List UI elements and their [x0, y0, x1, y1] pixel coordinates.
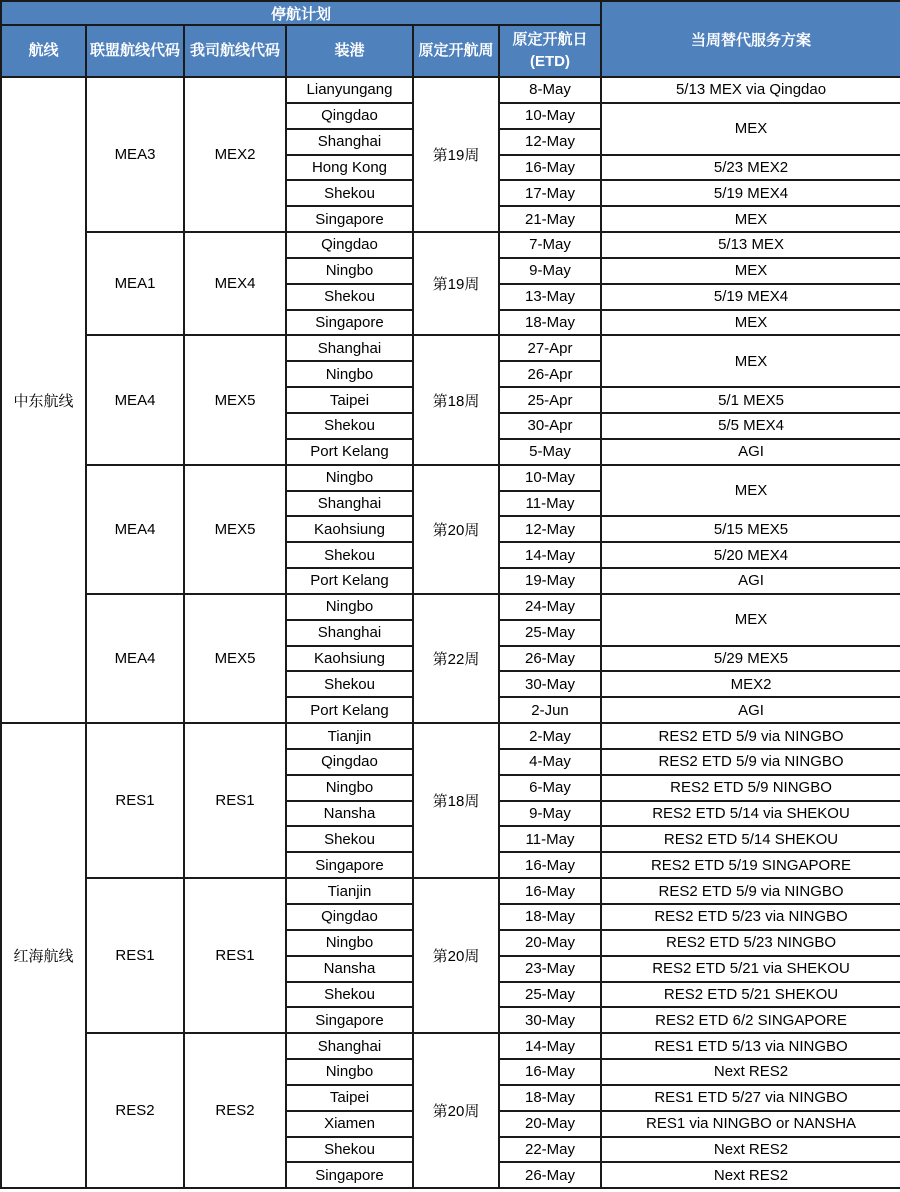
port-cell: Kaohsiung — [286, 646, 413, 672]
etd-cell: 4-May — [499, 749, 601, 775]
etd-cell: 17-May — [499, 180, 601, 206]
table-row — [1, 77, 900, 103]
port-cell: Qingdao — [286, 904, 413, 930]
port-cell: Port Kelang — [286, 439, 413, 465]
etd-cell: 26-Apr — [499, 361, 601, 387]
port-cell: Shanghai — [286, 620, 413, 646]
column-header-etd — [499, 25, 601, 77]
alliance-code-cell: MEA3 — [86, 77, 184, 232]
port-cell: Ningbo — [286, 465, 413, 491]
etd-cell: 12-May — [499, 516, 601, 542]
port-cell: Singapore — [286, 310, 413, 336]
etd-cell: 5-May — [499, 439, 601, 465]
column-header-alliance-code: 联盟航线代码 — [86, 25, 184, 77]
port-cell: Shekou — [286, 413, 413, 439]
etd-cell: 25-May — [499, 982, 601, 1008]
etd-cell: 12-May — [499, 129, 601, 155]
company-code-cell: MEX5 — [184, 594, 286, 723]
service-cell: RES2 ETD 5/9 via NINGBO — [601, 723, 900, 749]
port-cell: Qingdao — [286, 103, 413, 129]
alliance-code-cell: MEA4 — [86, 594, 184, 723]
port-cell: Tianjin — [286, 878, 413, 904]
etd-cell: 22-May — [499, 1137, 601, 1163]
service-cell: RES2 ETD 5/19 SINGAPORE — [601, 852, 900, 878]
etd-cell: 9-May — [499, 258, 601, 284]
port-cell: Shanghai — [286, 129, 413, 155]
service-cell: MEX — [601, 258, 900, 284]
service-cell: RES2 ETD 6/2 SINGAPORE — [601, 1007, 900, 1033]
alliance-code-cell: MEA4 — [86, 335, 184, 464]
table-row — [1, 723, 900, 749]
etd-cell: 9-May — [499, 801, 601, 827]
etd-cell: 14-May — [499, 1033, 601, 1059]
service-cell: RES2 ETD 5/21 via SHEKOU — [601, 956, 900, 982]
port-cell: Taipei — [286, 1085, 413, 1111]
company-code-cell: RES1 — [184, 878, 286, 1033]
service-cell: MEX2 — [601, 671, 900, 697]
service-cell: 5/19 MEX4 — [601, 284, 900, 310]
etd-cell: 18-May — [499, 904, 601, 930]
service-cell: 5/5 MEX4 — [601, 413, 900, 439]
table-row — [1, 465, 900, 491]
week-cell: 第19周 — [413, 232, 499, 335]
company-code-cell: RES2 — [184, 1033, 286, 1188]
port-cell: Nansha — [286, 956, 413, 982]
etd-cell: 8-May — [499, 77, 601, 103]
company-code-cell: MEX2 — [184, 77, 286, 232]
port-cell: Kaohsiung — [286, 516, 413, 542]
etd-cell: 26-May — [499, 1162, 601, 1188]
service-cell: RES2 ETD 5/9 via NINGBO — [601, 749, 900, 775]
column-header-route: 航线 — [1, 25, 86, 77]
etd-cell: 14-May — [499, 542, 601, 568]
service-cell: Next RES2 — [601, 1137, 900, 1163]
service-cell: RES2 ETD 5/23 NINGBO — [601, 930, 900, 956]
port-cell: Singapore — [286, 1007, 413, 1033]
port-cell: Qingdao — [286, 749, 413, 775]
company-code-cell: MEX5 — [184, 465, 286, 594]
port-cell: Qingdao — [286, 232, 413, 258]
etd-cell: 6-May — [499, 775, 601, 801]
etd-cell: 18-May — [499, 310, 601, 336]
etd-cell: 21-May — [499, 206, 601, 232]
service-cell: MEX — [601, 594, 900, 646]
column-header-etd-line2: (ETD) — [530, 53, 570, 70]
column-header-alt-service: 当周替代服务方案 — [601, 1, 900, 77]
service-cell: AGI — [601, 439, 900, 465]
port-cell: Tianjin — [286, 723, 413, 749]
column-header-load-port: 装港 — [286, 25, 413, 77]
service-cell: RES2 ETD 5/9 NINGBO — [601, 775, 900, 801]
port-cell: Hong Kong — [286, 155, 413, 181]
service-cell: RES2 ETD 5/14 SHEKOU — [601, 826, 900, 852]
week-cell: 第22周 — [413, 594, 499, 723]
table-row — [1, 594, 900, 620]
service-cell: 5/19 MEX4 — [601, 180, 900, 206]
etd-cell: 30-May — [499, 1007, 601, 1033]
company-code-cell: RES1 — [184, 723, 286, 878]
port-cell: Shekou — [286, 826, 413, 852]
etd-cell: 16-May — [499, 878, 601, 904]
port-cell: Taipei — [286, 387, 413, 413]
service-cell: AGI — [601, 568, 900, 594]
week-cell: 第18周 — [413, 723, 499, 878]
week-cell: 第20周 — [413, 465, 499, 594]
week-cell: 第20周 — [413, 1033, 499, 1188]
service-cell: RES1 via NINGBO or NANSHA — [601, 1111, 900, 1137]
service-cell: 5/1 MEX5 — [601, 387, 900, 413]
etd-cell: 27-Apr — [499, 335, 601, 361]
column-header-etd-line1: 原定开航日 — [512, 31, 588, 48]
port-cell: Lianyungang — [286, 77, 413, 103]
etd-cell: 2-May — [499, 723, 601, 749]
alliance-code-cell: MEA1 — [86, 232, 184, 335]
etd-cell: 30-Apr — [499, 413, 601, 439]
port-cell: Singapore — [286, 206, 413, 232]
service-cell: MEX — [601, 206, 900, 232]
port-cell: Xiamen — [286, 1111, 413, 1137]
port-cell: Shekou — [286, 1137, 413, 1163]
service-cell: 5/13 MEX — [601, 232, 900, 258]
route-cell: 中东航线 — [1, 77, 86, 723]
service-cell: MEX — [601, 310, 900, 336]
port-cell: Shekou — [286, 284, 413, 310]
service-cell: 5/29 MEX5 — [601, 646, 900, 672]
service-cell: RES1 ETD 5/27 via NINGBO — [601, 1085, 900, 1111]
column-header-week: 原定开航周 — [413, 25, 499, 77]
service-cell: RES2 ETD 5/9 via NINGBO — [601, 878, 900, 904]
service-cell: MEX — [601, 103, 900, 155]
week-cell: 第18周 — [413, 335, 499, 464]
table-title-row — [1, 1, 900, 25]
etd-cell: 11-May — [499, 491, 601, 517]
port-cell: Ningbo — [286, 361, 413, 387]
service-cell: Next RES2 — [601, 1059, 900, 1085]
week-cell: 第20周 — [413, 878, 499, 1033]
plan-title: 停航计划 — [1, 1, 601, 25]
etd-cell: 10-May — [499, 465, 601, 491]
service-cell: MEX — [601, 465, 900, 517]
etd-cell: 16-May — [499, 852, 601, 878]
service-cell: 5/23 MEX2 — [601, 155, 900, 181]
port-cell: Ningbo — [286, 775, 413, 801]
etd-cell: 18-May — [499, 1085, 601, 1111]
alliance-code-cell: MEA4 — [86, 465, 184, 594]
week-cell: 第19周 — [413, 77, 499, 232]
route-cell: 红海航线 — [1, 723, 86, 1188]
table-body — [1, 77, 900, 1188]
port-cell: Ningbo — [286, 1059, 413, 1085]
port-cell: Shekou — [286, 180, 413, 206]
etd-cell: 2-Jun — [499, 697, 601, 723]
etd-cell: 19-May — [499, 568, 601, 594]
etd-cell: 10-May — [499, 103, 601, 129]
etd-cell: 11-May — [499, 826, 601, 852]
service-cell: RES1 ETD 5/13 via NINGBO — [601, 1033, 900, 1059]
service-cell: 5/20 MEX4 — [601, 542, 900, 568]
table-row — [1, 1033, 900, 1059]
service-cell: RES2 ETD 5/23 via NINGBO — [601, 904, 900, 930]
etd-cell: 16-May — [499, 1059, 601, 1085]
port-cell: Port Kelang — [286, 568, 413, 594]
etd-cell: 30-May — [499, 671, 601, 697]
etd-cell: 13-May — [499, 284, 601, 310]
port-cell: Shanghai — [286, 491, 413, 517]
port-cell: Ningbo — [286, 258, 413, 284]
port-cell: Nansha — [286, 801, 413, 827]
port-cell: Shekou — [286, 542, 413, 568]
port-cell: Shekou — [286, 982, 413, 1008]
alliance-code-cell: RES1 — [86, 878, 184, 1033]
service-cell: RES2 ETD 5/14 via SHEKOU — [601, 801, 900, 827]
etd-cell: 24-May — [499, 594, 601, 620]
etd-cell: 16-May — [499, 155, 601, 181]
service-cell: MEX — [601, 335, 900, 387]
etd-cell: 26-May — [499, 646, 601, 672]
company-code-cell: MEX5 — [184, 335, 286, 464]
service-cell: Next RES2 — [601, 1162, 900, 1188]
service-cell: RES2 ETD 5/21 SHEKOU — [601, 982, 900, 1008]
etd-cell: 20-May — [499, 1111, 601, 1137]
port-cell: Ningbo — [286, 930, 413, 956]
alliance-code-cell: RES2 — [86, 1033, 184, 1188]
etd-cell: 23-May — [499, 956, 601, 982]
etd-cell: 7-May — [499, 232, 601, 258]
port-cell: Port Kelang — [286, 697, 413, 723]
port-cell: Shanghai — [286, 335, 413, 361]
company-code-cell: MEX4 — [184, 232, 286, 335]
table-row — [1, 878, 900, 904]
port-cell: Ningbo — [286, 594, 413, 620]
table-row — [1, 232, 900, 258]
column-header-company-code: 我司航线代码 — [184, 25, 286, 77]
service-cell: 5/13 MEX via Qingdao — [601, 77, 900, 103]
port-cell: Shekou — [286, 671, 413, 697]
port-cell: Singapore — [286, 1162, 413, 1188]
service-cell: 5/15 MEX5 — [601, 516, 900, 542]
etd-cell: 20-May — [499, 930, 601, 956]
alliance-code-cell: RES1 — [86, 723, 184, 878]
service-cell: AGI — [601, 697, 900, 723]
etd-cell: 25-May — [499, 620, 601, 646]
port-cell: Singapore — [286, 852, 413, 878]
port-cell: Shanghai — [286, 1033, 413, 1059]
table-row — [1, 335, 900, 361]
etd-cell: 25-Apr — [499, 387, 601, 413]
